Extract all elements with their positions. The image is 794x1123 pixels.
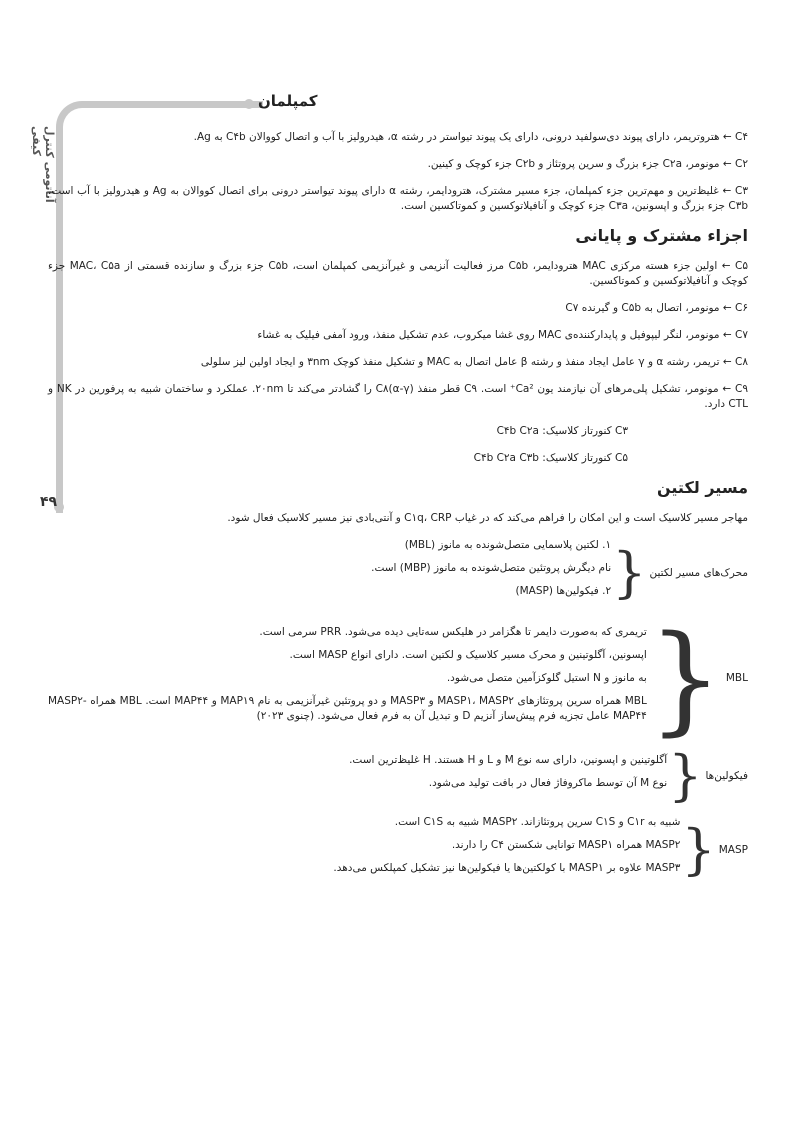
- line-c5: C۵ ← اولین جزء هسته مرکزی MAC هترودایمر، C۵b مرز فعالیت آنزیمی و غیرآنزیمی کمپلمان است، C۵b جزء بزرگ و سازنده قسمتی از MAC، C۵a جزء کوچک و آنافیلاتوکسین و کموتاکسین.: [48, 260, 748, 287]
- mbl-item: MBL همراه سرین پروتئازهای MASP۱، MASP۲ و MASP۳ و دو پروتئین غیرآنزیمی به نام MAP۱۹ و MAP۴۴ است. MBL همراه MASP۲-MAP۴۴ عامل تجزیه فرم پیش‌ساز آنزیم D و تبدیل آن به فرم فعال می‌شود. (چنوی ۲۰۲۳): [48, 694, 647, 722]
- ficolin-item: نوع M آن توسط ماکروفاژ فعال در بافت تولید می‌شود.: [428, 777, 668, 789]
- page-number: ۴۹: [40, 494, 58, 510]
- masp-item: شبیه به C۱r و C۱S سرین پروتئازاند. MASP۲ شبیه به C۱S است.: [394, 816, 681, 828]
- mbl-item: به مانوز و N استیل گلوکزآمین متصل می‌شود.: [446, 671, 647, 684]
- ficolin-group: [48, 744, 748, 807]
- ficolin-item: آگلوتینین و اپسونین، دارای سه نوع M و L و H هستند. H غلیظ‌ترین است.: [349, 754, 668, 766]
- activator-item: ۲. فیکولین‌ها (MASP): [515, 585, 612, 597]
- page-content: [48, 130, 748, 896]
- line-c8: C۸ ← تریمر، رشته α و γ عامل ایجاد منفذ و رشته β عامل اتصال به MAC و تشکیل منفذ کوچک ۳nm و ایجاد اولین لیز سلولی: [200, 356, 748, 368]
- frame-top-dot: [244, 99, 254, 109]
- activators-label: محرک‌های مسیر لکتین: [649, 566, 748, 579]
- section-heading-common: اجزاء مشترک و پایانی: [575, 226, 748, 245]
- masp-item: MASP۲ همراه MASP۱ توانایی شکستن C۴ را دارند.: [451, 839, 681, 851]
- mbl-item: تریمری که به‌صورت دایمر تا هگزامر در هلیکس سه‌تایی دیده می‌شود. PRR سرمی است.: [259, 625, 647, 638]
- ficolin-items: [349, 753, 667, 799]
- line-c3-convertase: C۳ کنورتاز کلاسیک: C۴b C۲a: [496, 425, 628, 437]
- side-title: آناتومی کنترل کیفی: [30, 126, 56, 203]
- line-c9: C۹ ← مونومر، تشکیل پلی‌مرهای آن نیازمند یون Ca²⁺ است. C۹ قطر منفذ C۸(α-γ) را گشادتر می‌کند تا ۲۰nm. عملکرد و ساختمان شبیه به پرفورین در NK و CTL دارد.: [48, 383, 748, 410]
- mbl-group: [48, 609, 748, 747]
- brace: {: [681, 817, 716, 881]
- lectin-intro: مهاجر مسیر کلاسیک است و این امکان را فراهم می‌کند که در غیاب C۱q، CRP و آنتی‌بادی نیز مسیر کلاسیک فعال شود.: [227, 512, 748, 524]
- masp-items: [333, 815, 680, 884]
- activator-item: نام دیگرش پروتئین متصل‌شونده به مانوز (MBP) است.: [371, 562, 612, 574]
- brace: {: [647, 609, 723, 747]
- activators-group: [48, 538, 748, 607]
- brace: {: [668, 744, 703, 807]
- chapter-title: کمپلمان: [258, 92, 318, 110]
- masp-group: [48, 815, 748, 884]
- brace: {: [612, 540, 647, 604]
- intro-line-c4: C۴ ← هتروتریمر، دارای پیوند دی‌سولفید درونی، دارای یک پیوند تیواستر در رشته α، هیدرولیز با آب و اتصال کووالان C۴b به Ag.: [193, 131, 748, 143]
- masp-label: MASP: [718, 843, 748, 856]
- activators-items: [371, 538, 611, 607]
- intro-line-c3: C۳ ← غلیظ‌ترین و مهم‌ترین جزء کمپلمان، جزء مسیر مشترک، هترودایمر، رشته α دارای پیوند تیواستر درونی برای اتصال کووالان به Ag و هیدرولیز با آب است، C۳b جزء بزرگ و اپسونین، C۳a جزء کوچک و آنافیلاتوکسین و کموتاکسین است.: [48, 185, 748, 212]
- line-c6: C۶ ← مونومر، اتصال به C۵b و گیرنده C۷: [565, 302, 748, 314]
- section-heading-lectin: مسیر لکتین: [656, 478, 748, 497]
- ficolin-label: فیکولین‌ها: [705, 770, 748, 782]
- mbl-items: [48, 625, 647, 732]
- mbl-item: اپسونین، آگلوتینین و محرک مسیر کلاسیک و لکتین است. دارای انواع MASP است.: [289, 648, 647, 661]
- mbl-label: MBL: [725, 672, 748, 684]
- activator-item: ۱. لکتین پلاسمایی متصل‌شونده به مانوز (MBL): [404, 539, 612, 551]
- intro-line-c2: C۲ ← مونومر، C۲a جزء بزرگ و سرین پروتئاز و C۲b جزء کوچک و کینین.: [427, 158, 748, 170]
- masp-item: MASP۳ علاوه بر MASP۱ با کولکتین‌ها یا فیکولین‌ها نیز تشکیل کمپلکس می‌دهد.: [333, 862, 681, 874]
- line-c5-convertase: C۵ کنورتاز کلاسیک: C۴b C۲a C۳b: [473, 452, 628, 464]
- line-c7: C۷ ← مونومر، لنگر لیپوفیل و پایدارکننده‌ی MAC روی غشا میکروب، عدم تشکیل منفذ، ورود آمفی فیلیک به غشاء: [257, 329, 748, 341]
